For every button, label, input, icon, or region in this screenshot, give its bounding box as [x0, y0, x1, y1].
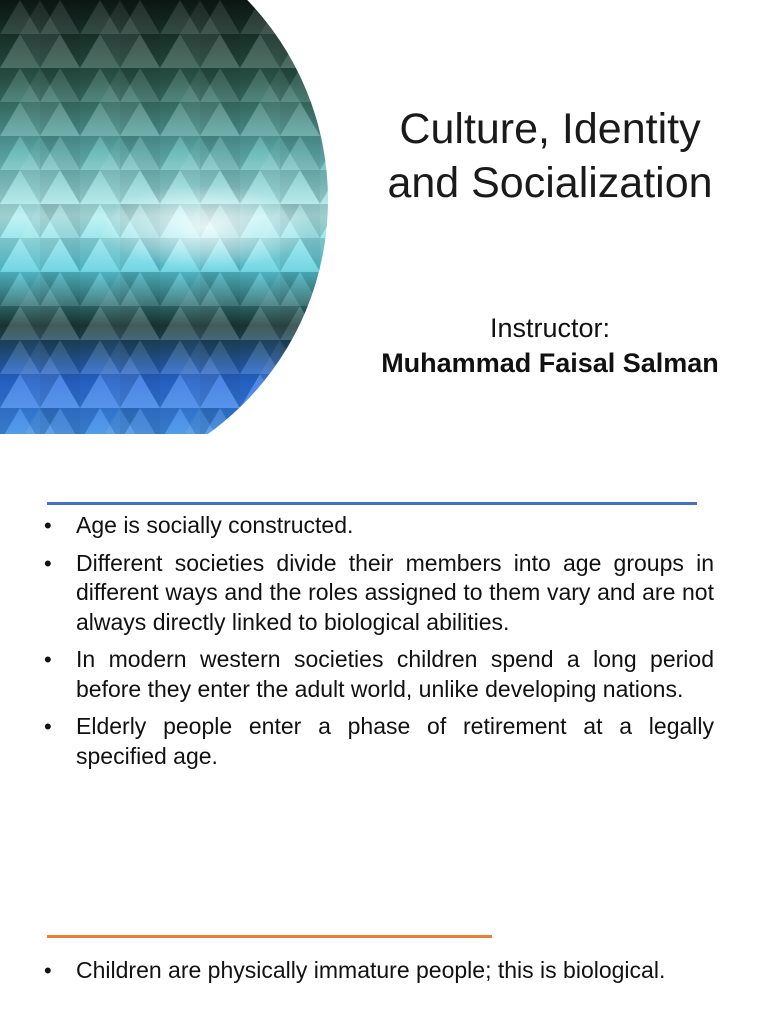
bullet-glyph: • — [44, 958, 52, 983]
blue-divider — [47, 502, 697, 505]
bullet-text: Age is socially constructed. — [76, 512, 354, 538]
title-slide — [0, 0, 768, 434]
bullet-glyph: • — [44, 647, 52, 672]
title-line-1: Culture, Identity — [399, 105, 701, 153]
bullet-list-children — [42, 956, 714, 994]
list-item — [42, 956, 714, 986]
bullet-text: Elderly people enter a phase of retirement at a legally specified age. — [76, 713, 714, 769]
bullet-list-age — [42, 511, 714, 779]
list-item — [42, 712, 714, 771]
list-item — [42, 549, 714, 638]
title-line-2: and Socialization — [387, 159, 713, 207]
orange-divider — [47, 935, 492, 938]
bullet-text: Children are physically immature people; this is biological. — [76, 957, 666, 983]
bullet-glyph: • — [44, 513, 52, 538]
bullet-text: Different societies divide their members into age groups in different ways and the roles assigned to them vary and are not always directly linked to biological abilities. — [76, 549, 714, 635]
instructor-name: Muhammad Faisal Salman — [381, 348, 719, 378]
instructor-label: Instructor: — [489, 313, 611, 343]
bullet-text: In modern western societies children spend a long period before they enter the adult world, unlike developing nations. — [76, 646, 714, 702]
bullet-glyph: • — [44, 550, 52, 576]
geometric-hero-image — [0, 0, 340, 434]
bullet-glyph: • — [44, 714, 52, 739]
list-item — [42, 511, 714, 541]
list-item — [42, 645, 714, 704]
slide-title — [350, 102, 750, 210]
